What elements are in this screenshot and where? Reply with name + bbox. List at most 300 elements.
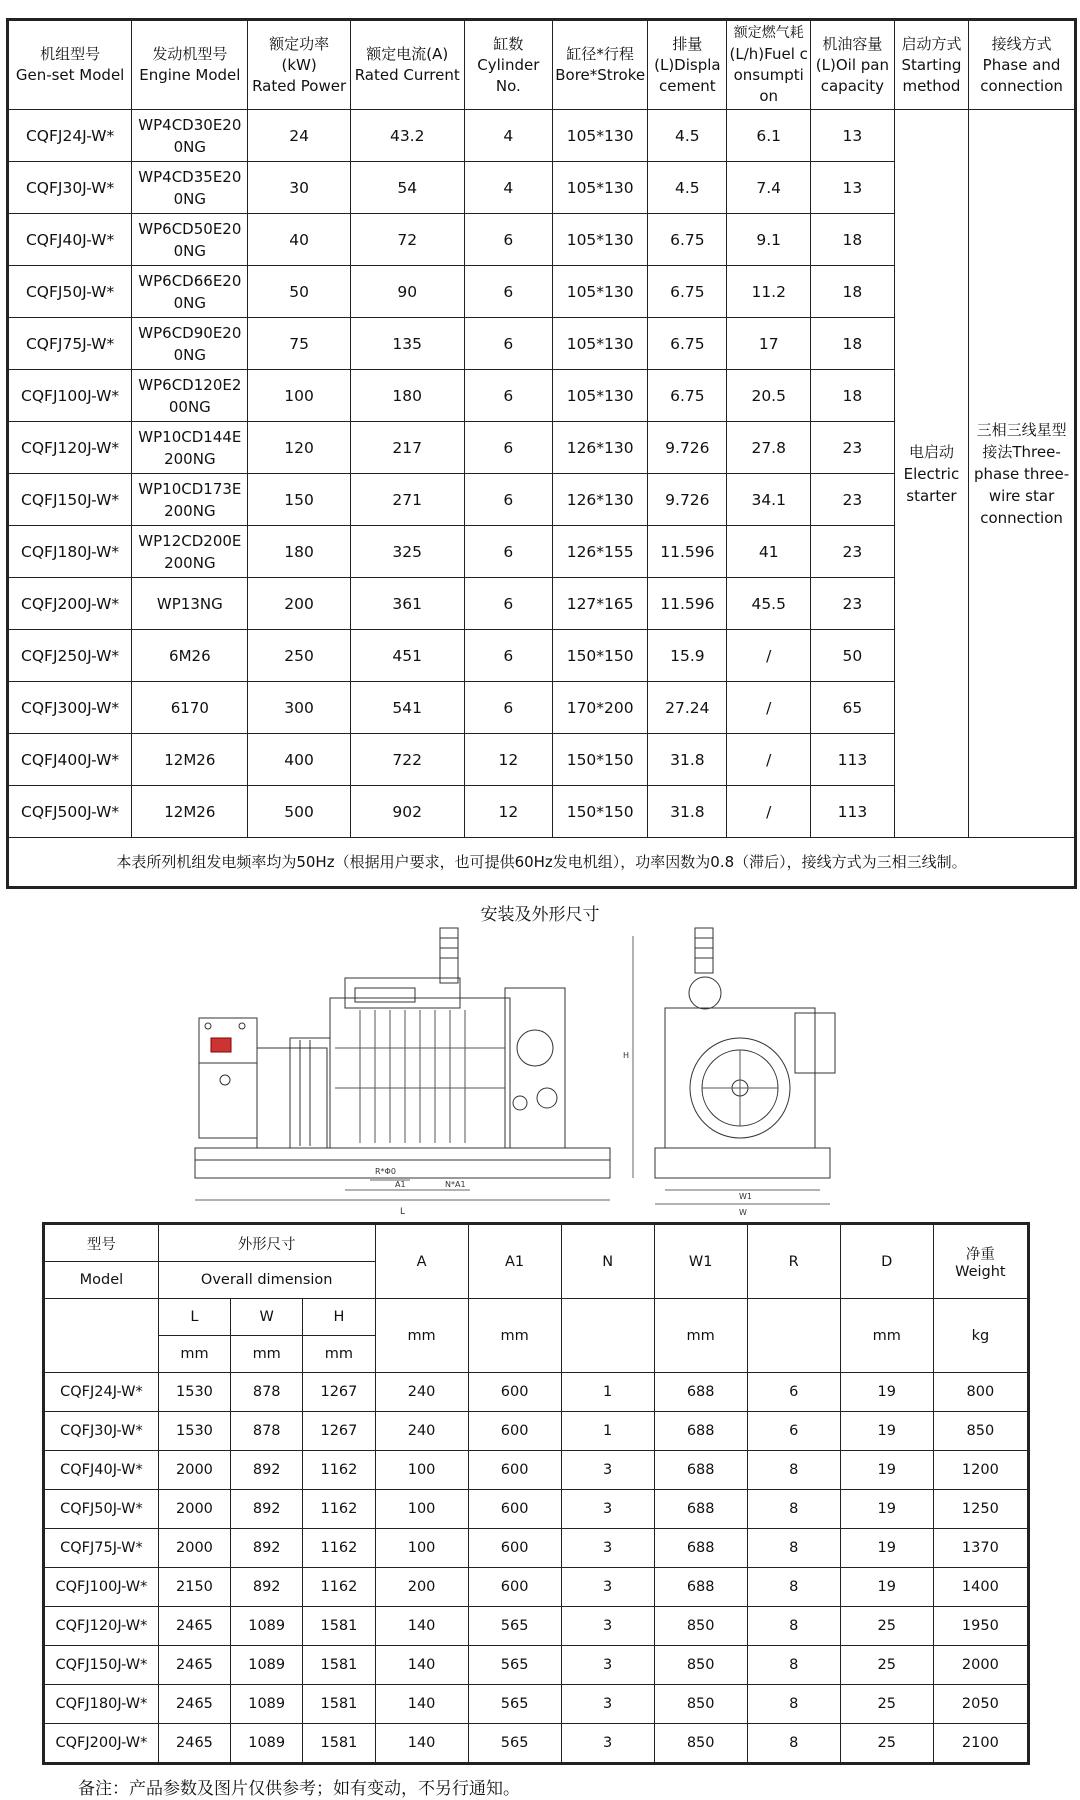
dim-cell-r: 6 [747,1373,840,1412]
dim-cell-r: 8 [747,1724,840,1763]
spec-cell-current: 451 [350,630,464,682]
dim-cell-l: 2000 [158,1529,230,1568]
spec-cell-oil: 65 [811,682,895,734]
spec-cell-engine: WP12CD200E200NG [132,526,248,578]
dim-row [45,1685,1028,1724]
dim-cell-w1: 688 [654,1529,747,1568]
dim-cell-a: 100 [375,1490,468,1529]
dim-cell-a: 100 [375,1451,468,1490]
spec-cell-disp: 4.5 [648,110,727,162]
spec-cell-engine: WP6CD120E200NG [132,370,248,422]
spec-cell-model: CQFJ24J-W* [9,110,132,162]
spec-cell-engine: WP6CD90E200NG [132,318,248,370]
header-oil-capacity [811,21,895,110]
spec-cell-disp: 4.5 [648,162,727,214]
spec-cell-disp: 15.9 [648,630,727,682]
dim-cell-a: 140 [375,1685,468,1724]
spec-cell-oil: 13 [811,110,895,162]
spec-cell-engine: 12M26 [132,734,248,786]
spec-cell-engine: WP4CD35E200NG [132,162,248,214]
footnote: 备注：产品参数及图片仅供参考；如有变动，不另行通知。 [78,1779,520,1799]
spec-cell-fuel: / [727,682,811,734]
spec-cell-engine: WP6CD66E200NG [132,266,248,318]
header-cylinder [464,21,552,110]
dim-cell-weight: 1950 [933,1607,1027,1646]
spec-cell-model: CQFJ300J-W* [9,682,132,734]
spec-cell-disp: 11.596 [648,526,727,578]
header-en: No. [495,76,521,95]
spec-cell-disp: 6.75 [648,214,727,266]
spec-cell-engine: 6170 [132,682,248,734]
spec-cell-bore: 105*130 [553,318,648,370]
header-starting-method [894,21,968,110]
dim-cell-model: CQFJ180J-W* [45,1685,159,1724]
dim-row [45,1490,1028,1529]
dim-header-row-3 [45,1299,1028,1336]
spec-cell-cyl: 6 [464,578,552,630]
dim-cell-a1: 565 [468,1646,561,1685]
dim-cell-a: 240 [375,1412,468,1451]
dim-header-w: W [231,1299,303,1336]
alternator [257,1048,327,1148]
spec-cell-fuel: 6.1 [727,110,811,162]
spec-cell-power: 180 [248,526,350,578]
spec-cell-power: 30 [248,162,350,214]
exhaust-stack-front [695,928,713,973]
header-en: (L)Oil pan [815,55,889,74]
dim-cell-a: 140 [375,1724,468,1763]
dim-cell-n: 3 [561,1451,654,1490]
dim-cell-a: 240 [375,1373,468,1412]
dim-cell-d: 19 [840,1451,933,1490]
dim-cell-w1: 688 [654,1451,747,1490]
spec-cell-current: 722 [350,734,464,786]
spec-cell-disp: 6.75 [648,266,727,318]
dim-cell-r: 6 [747,1412,840,1451]
dim-unit-w: mm [231,1336,303,1373]
spec-cell-fuel: 17 [727,318,811,370]
spec-cell-engine: 6M26 [132,630,248,682]
dim-unit-w1: mm [654,1299,747,1373]
dim-cell-h: 1581 [303,1607,375,1646]
dim-unit-a: mm [375,1299,468,1373]
header-displacement [648,21,727,110]
dim-cell-model: CQFJ120J-W* [45,1607,159,1646]
dim-cell-a1: 600 [468,1529,561,1568]
dim-cell-weight: 2050 [933,1685,1027,1724]
spec-cell-fuel: 20.5 [727,370,811,422]
dim-cell-a1: 600 [468,1451,561,1490]
header-cn: 额定电流(A) [366,45,449,63]
front-view-drawing [625,928,865,1218]
spec-cell-fuel: 11.2 [727,266,811,318]
header-cn: 排量 [672,34,703,53]
spec-cell-oil: 18 [811,370,895,422]
spec-cell-model: CQFJ400J-W* [9,734,132,786]
dim-cell-model: CQFJ40J-W* [45,1451,159,1490]
dim-cell-d: 19 [840,1568,933,1607]
spec-cell-model: CQFJ150J-W* [9,474,132,526]
dim-cell-d: 25 [840,1607,933,1646]
dim-cell-w: 1089 [231,1646,303,1685]
spec-cell-fuel: 41 [727,526,811,578]
dim-row [45,1646,1028,1685]
spec-cell-power: 200 [248,578,350,630]
dim-cell-d: 25 [840,1724,933,1763]
dim-cell-w: 1089 [231,1724,303,1763]
dim-cell-model: CQFJ30J-W* [45,1412,159,1451]
spec-cell-disp: 9.726 [648,474,727,526]
dim-unit-l: mm [158,1336,230,1373]
spec-cell-power: 75 [248,318,350,370]
dim-label-a1: A1 [395,1180,406,1189]
spec-cell-engine: WP4CD30E200NG [132,110,248,162]
header-cn: 机油容量 [822,34,883,53]
header-en: (L)Displacement [654,55,721,95]
starting-cn: 电启动 [908,442,954,461]
dim-header-l: L [158,1299,230,1336]
dim-cell-n: 3 [561,1490,654,1529]
dim-cell-h: 1162 [303,1451,375,1490]
spec-cell-engine: WP13NG [132,578,248,630]
spec-cell-fuel: 45.5 [727,578,811,630]
dim-cell-a1: 565 [468,1607,561,1646]
spec-cell-oil: 18 [811,318,895,370]
dim-cell-a: 140 [375,1607,468,1646]
dim-cell-a1: 600 [468,1490,561,1529]
dim-header-r: R [747,1225,840,1299]
dim-cell-r: 8 [747,1607,840,1646]
control-box [199,1018,257,1138]
spec-cell-power: 400 [248,734,350,786]
exhaust-stack [440,928,458,983]
dimension-table [44,1224,1028,1763]
spec-cell-current: 361 [350,578,464,630]
dim-cell-h: 1581 [303,1646,375,1685]
skid-base [195,1148,610,1178]
spec-cell-engine: 12M26 [132,786,248,838]
spec-cell-current: 271 [350,474,464,526]
dim-header-a1: A1 [468,1225,561,1299]
dim-row [45,1451,1028,1490]
spec-cell-bore: 127*165 [553,578,648,630]
dim-cell-model: CQFJ150J-W* [45,1646,159,1685]
dim-cell-l: 2000 [158,1490,230,1529]
spec-row [9,110,1075,162]
dim-cell-h: 1581 [303,1685,375,1724]
spec-cell-power: 300 [248,682,350,734]
dim-cell-weight: 1200 [933,1451,1027,1490]
dim-cell-a1: 600 [468,1568,561,1607]
header-en: (L/h)Fuel consumption [729,45,808,105]
spec-header-row [9,21,1075,110]
dim-cell-l: 2465 [158,1685,230,1724]
spec-cell-oil: 18 [811,214,895,266]
dim-header-d: D [840,1225,933,1299]
header-cn: 接线方式 [991,34,1052,53]
header-en: Engine Model [139,66,241,84]
dim-cell-n: 3 [561,1685,654,1724]
header-engine-model [132,21,248,110]
spec-cell-bore: 105*130 [553,214,648,266]
dim-cell-weight: 2000 [933,1646,1027,1685]
header-en: capacity [820,76,885,95]
spec-cell-power: 50 [248,266,350,318]
dim-cell-r: 8 [747,1685,840,1724]
dim-header-n: N [561,1225,654,1299]
dim-cell-l: 2465 [158,1724,230,1763]
drawing-title: 安装及外形尺寸 [480,905,600,925]
dim-header-w1: W1 [654,1225,747,1299]
header-en: Bore*Stroke [555,66,646,84]
spec-cell-cyl: 6 [464,630,552,682]
spec-cell-fuel: 9.1 [727,214,811,266]
spec-cell-cyl: 6 [464,526,552,578]
dim-row [45,1373,1028,1412]
spec-cell-current: 54 [350,162,464,214]
dim-cell-n: 3 [561,1607,654,1646]
spec-cell-model: CQFJ250J-W* [9,630,132,682]
dim-unit-weight: kg [933,1299,1027,1373]
dim-cell-w1: 688 [654,1568,747,1607]
dim-cell-r: 8 [747,1529,840,1568]
spec-cell-disp: 31.8 [648,734,727,786]
spec-table [8,20,1075,887]
dim-cell-w: 1089 [231,1607,303,1646]
spec-cell-disp: 27.24 [648,682,727,734]
spec-cell-power: 120 [248,422,350,474]
dim-cell-w: 1089 [231,1685,303,1724]
dim-unit-r [747,1299,840,1373]
spec-cell-bore: 126*130 [553,474,648,526]
dim-cell-w: 878 [231,1412,303,1451]
spec-cell-cyl: 12 [464,734,552,786]
dim-cell-model: CQFJ75J-W* [45,1529,159,1568]
spec-cell-model: CQFJ50J-W* [9,266,132,318]
dim-header-a: A [375,1225,468,1299]
dim-header-overall-cn: 外形尺寸 [158,1225,375,1262]
dimension-table-frame [42,1222,1030,1765]
spec-cell-disp: 6.75 [648,370,727,422]
dim-cell-a1: 600 [468,1373,561,1412]
dim-cell-w1: 688 [654,1373,747,1412]
header-en: Cylinder [477,55,540,74]
spec-cell-disp: 6.75 [648,318,727,370]
header-cn: 额定燃气耗 [733,25,804,41]
spec-cell-disp: 11.596 [648,578,727,630]
spec-cell-power: 100 [248,370,350,422]
side-view-drawing [195,928,625,1218]
spec-cell-fuel: / [727,630,811,682]
header-en: method [902,76,961,95]
spec-cell-cyl: 6 [464,266,552,318]
dim-header-row-1 [45,1225,1028,1262]
spec-cell-bore: 126*155 [553,526,648,578]
dim-header-weight [933,1225,1027,1299]
dim-cell-w: 892 [231,1529,303,1568]
spec-cell-current: 325 [350,526,464,578]
dim-label-l: L [400,1207,406,1217]
dim-cell-r: 8 [747,1568,840,1607]
spec-cell-oil: 113 [811,734,895,786]
header-cn: 机组型号 [40,45,101,63]
spec-cell-bore: 105*130 [553,370,648,422]
dim-cell-r: 8 [747,1451,840,1490]
header-cn: 缸数 [493,34,524,53]
dim-header-model-blank [45,1299,159,1373]
spec-note-row [9,838,1075,887]
dim-cell-d: 19 [840,1373,933,1412]
connection-cell [969,110,1075,838]
dim-cell-a1: 565 [468,1685,561,1724]
spec-cell-power: 500 [248,786,350,838]
dim-unit-a1: mm [468,1299,561,1373]
spec-cell-engine: WP6CD50E200NG [132,214,248,266]
spec-cell-power: 250 [248,630,350,682]
dim-cell-w1: 850 [654,1724,747,1763]
spec-cell-cyl: 6 [464,682,552,734]
spec-cell-model: CQFJ30J-W* [9,162,132,214]
starting-en: Electric starter [903,464,960,505]
header-en: Rated Current [354,66,460,84]
dim-cell-n: 3 [561,1646,654,1685]
connection-en: Three-phase three-wire star connection [974,442,1070,527]
header-cn: 发动机型号 [152,45,228,63]
spec-cell-bore: 126*130 [553,422,648,474]
dim-cell-weight: 1400 [933,1568,1027,1607]
dim-cell-l: 2150 [158,1568,230,1607]
spec-cell-bore: 105*130 [553,162,648,214]
dim-header-weight-cn: 净重 [965,1247,995,1263]
dim-cell-n: 1 [561,1412,654,1451]
spec-cell-power: 150 [248,474,350,526]
dim-unit-d: mm [840,1299,933,1373]
spec-cell-bore: 170*200 [553,682,648,734]
dim-cell-h: 1581 [303,1724,375,1763]
dim-cell-r: 8 [747,1490,840,1529]
dim-cell-l: 2000 [158,1451,230,1490]
spec-cell-fuel: / [727,786,811,838]
spec-cell-cyl: 6 [464,370,552,422]
spec-cell-power: 24 [248,110,350,162]
spec-note: 本表所列机组发电频率均为50Hz（根据用户要求，也可提供60Hz发电机组），功率因数为0.8（滞后），接线方式为三相三线制。 [9,838,1075,887]
dim-cell-weight: 800 [933,1373,1027,1412]
dim-cell-n: 3 [561,1529,654,1568]
dim-cell-a1: 565 [468,1724,561,1763]
header-en: Phase and [982,55,1061,74]
spec-cell-model: CQFJ200J-W* [9,578,132,630]
dim-cell-a: 140 [375,1646,468,1685]
spec-cell-current: 902 [350,786,464,838]
dim-cell-n: 1 [561,1373,654,1412]
header-unit: (kW) [281,55,317,74]
dim-label-w1: W1 [739,1192,752,1201]
spec-cell-cyl: 6 [464,422,552,474]
dim-label-na1: N*A1 [445,1180,466,1189]
spec-cell-cyl: 6 [464,214,552,266]
dim-cell-w1: 850 [654,1646,747,1685]
dim-cell-h: 1162 [303,1568,375,1607]
spec-cell-model: CQFJ120J-W* [9,422,132,474]
dim-cell-w: 892 [231,1451,303,1490]
control-panel-indicator [211,1038,231,1052]
spec-cell-current: 541 [350,682,464,734]
dim-cell-w1: 688 [654,1490,747,1529]
spec-cell-bore: 105*130 [553,266,648,318]
spec-cell-oil: 23 [811,578,895,630]
spec-cell-bore: 150*150 [553,734,648,786]
dim-label-h: H [623,1051,630,1060]
dim-cell-h: 1162 [303,1529,375,1568]
spec-cell-cyl: 6 [464,318,552,370]
header-en: Rated Power [252,76,347,95]
spec-cell-oil: 13 [811,162,895,214]
header-bore-stroke [553,21,648,110]
spec-table-frame [6,18,1077,889]
dim-cell-a: 100 [375,1529,468,1568]
header-rated-power [248,21,350,110]
dim-cell-l: 2465 [158,1646,230,1685]
connection-cn: 三相三线星型接法 [976,420,1067,461]
dim-cell-w1: 688 [654,1412,747,1451]
spec-cell-model: CQFJ75J-W* [9,318,132,370]
spec-cell-oil: 18 [811,266,895,318]
dim-cell-weight: 1370 [933,1529,1027,1568]
dim-cell-a: 200 [375,1568,468,1607]
dim-cell-d: 25 [840,1646,933,1685]
spec-cell-oil: 23 [811,422,895,474]
starting-method-cell [894,110,968,838]
spec-cell-power: 40 [248,214,350,266]
spec-cell-current: 217 [350,422,464,474]
dim-row [45,1412,1028,1451]
dim-cell-weight: 1250 [933,1490,1027,1529]
spec-cell-disp: 31.8 [648,786,727,838]
header-rated-current [350,21,464,110]
dim-cell-model: CQFJ24J-W* [45,1373,159,1412]
spec-cell-current: 72 [350,214,464,266]
spec-cell-model: CQFJ500J-W* [9,786,132,838]
dim-header-model-cn: 型号 [45,1225,159,1262]
dim-cell-d: 25 [840,1685,933,1724]
dim-cell-r: 8 [747,1646,840,1685]
spec-cell-cyl: 4 [464,110,552,162]
dim-cell-d: 19 [840,1529,933,1568]
spec-cell-fuel: / [727,734,811,786]
header-en: Gen-set Model [15,66,125,84]
header-genset-model [9,21,132,110]
spec-cell-current: 135 [350,318,464,370]
front-skid [655,1148,830,1178]
dim-cell-model: CQFJ200J-W* [45,1724,159,1763]
spec-cell-oil: 113 [811,786,895,838]
dim-cell-h: 1162 [303,1490,375,1529]
header-phase-connection [969,21,1075,110]
dim-header-model-en: Model [45,1262,159,1299]
spec-cell-current: 90 [350,266,464,318]
spec-cell-current: 43.2 [350,110,464,162]
spec-cell-cyl: 4 [464,162,552,214]
dim-row [45,1529,1028,1568]
spec-cell-oil: 23 [811,474,895,526]
dim-unit-h: mm [303,1336,375,1373]
header-cn: 缸径*行程 [566,45,634,63]
spec-cell-model: CQFJ100J-W* [9,370,132,422]
dim-cell-w: 878 [231,1373,303,1412]
dim-cell-w: 892 [231,1568,303,1607]
header-cn: 启动方式 [901,34,962,53]
spec-cell-engine: WP10CD144E200NG [132,422,248,474]
